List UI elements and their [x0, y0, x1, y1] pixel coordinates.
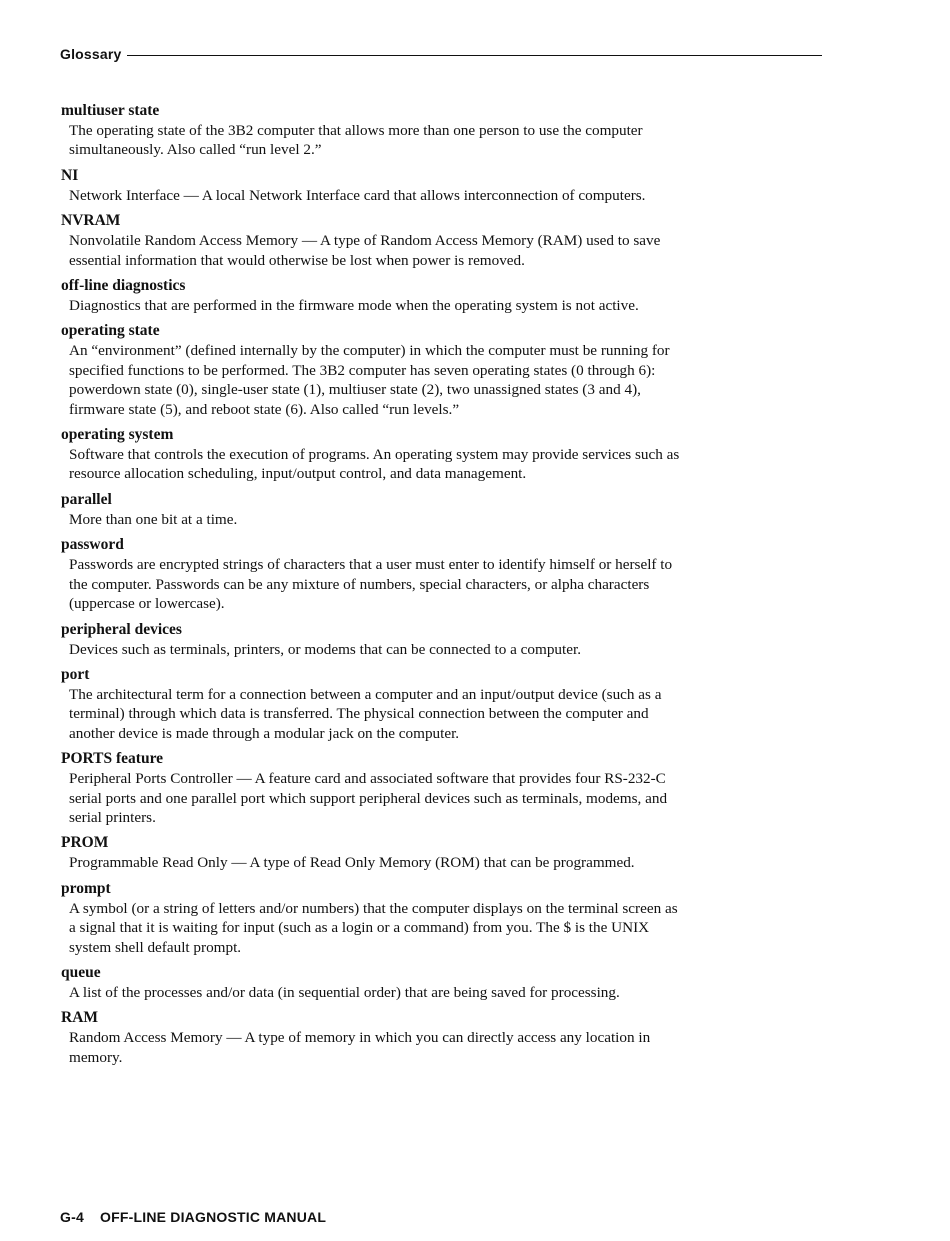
glossary-definition: Devices such as terminals, printers, or modems that can be connected to a computer. — [69, 640, 581, 658]
glossary-term: prompt — [61, 879, 111, 897]
glossary-term: operating system — [61, 426, 174, 444]
glossary-definition: The architectural term for a connection between a computer and an input/output device (such as a terminal) through which data is transferred. The physical connection between the computer and another device is made through a modular jack on the computer. — [69, 685, 662, 742]
glossary-definition: Peripheral Ports Controller — A feature card and associated software that provides four RS-232-C serial ports and one parallel port which support peripheral devices such as terminals, modems, and serial printers. — [69, 770, 668, 826]
glossary-entry — [61, 167, 821, 205]
glossary-term: PROM — [61, 834, 109, 852]
glossary-definition: Diagnostics that are performed in the firmware mode when the operating system is not active. — [69, 297, 639, 315]
glossary-term: parallel — [61, 490, 112, 508]
glossary-definition: A symbol (or a string of letters and/or numbers) that the computer displays on the terminal screen as a signal that it is waiting for input (such as a login or a command) from you. The $ is the UNIX system shell default prompt. — [69, 899, 678, 956]
glossary-term: PORTS feature — [61, 750, 164, 768]
manual-title: OFF-LINE DIAGNOSTIC MANUAL — [100, 1209, 327, 1225]
glossary-definition: More than one bit at a time. — [69, 510, 238, 528]
glossary-term: NI — [61, 166, 79, 184]
glossary-list — [61, 102, 821, 1074]
glossary-entry — [61, 834, 821, 872]
glossary-term: NVRAM — [61, 212, 121, 230]
glossary-definition: Random Access Memory — A type of memory in which you can directly access any location in memory. — [69, 1029, 651, 1066]
glossary-term: password — [61, 536, 124, 554]
glossary-term: operating state — [61, 322, 160, 340]
glossary-term: queue — [61, 963, 101, 981]
glossary-term: RAM — [61, 1009, 99, 1027]
header-rule — [127, 55, 822, 56]
glossary-entry — [61, 964, 821, 1002]
glossary-entry — [61, 277, 821, 315]
glossary-entry — [61, 621, 821, 659]
glossary-entry — [61, 880, 821, 957]
glossary-term: off-line diagnostics — [61, 277, 186, 295]
glossary-definition: A list of the processes and/or data (in sequential order) that are being saved for processing. — [69, 983, 620, 1001]
glossary-definition: Passwords are encrypted strings of characters that a user must enter to identify himself or herself to the computer. Passwords can be any mixture of numbers, special characters, or alpha characters (uppercase or lowercase). — [69, 556, 673, 613]
glossary-term: multiuser state — [61, 102, 160, 119]
glossary-term: port — [61, 665, 90, 683]
glossary-entry — [61, 1009, 821, 1067]
glossary-definition: The operating state of the 3B2 computer that allows more than one person to use the computer simultaneously. Also called “run level 2.” — [69, 122, 643, 159]
glossary-entry — [61, 322, 821, 419]
page-number: G-4 — [60, 1209, 84, 1225]
glossary-definition: Programmable Read Only — A type of Read Only Memory (ROM) that can be programmed. — [69, 854, 635, 872]
page-footer — [60, 1209, 326, 1225]
glossary-definition: Network Interface — A local Network Interface card that allows interconnection of computers. — [69, 186, 646, 204]
glossary-term: peripheral devices — [61, 620, 182, 638]
glossary-entry — [61, 666, 821, 743]
glossary-entry — [61, 491, 821, 529]
glossary-definition: Software that controls the execution of programs. An operating system may provide services such as resource allocation scheduling, input/output control, and data management. — [69, 446, 680, 483]
glossary-definition: An “environment” (defined internally by the computer) in which the computer must be running for specified functions to be performed. The 3B2 computer has seven operating states (0 through 6): powerdown state (0), single-user state (1), multiuser state (2), two unassigned states (3 and 4), firmware state (5), and reboot state (6). Also called “run levels.” — [69, 342, 670, 418]
glossary-entry — [61, 536, 821, 613]
glossary-entry — [61, 212, 821, 270]
glossary-entry — [61, 102, 821, 160]
section-title: Glossary — [60, 46, 122, 62]
glossary-entry — [61, 750, 821, 827]
glossary-definition: Nonvolatile Random Access Memory — A type of Random Access Memory (RAM) used to save essential information that would otherwise be lost when power is removed. — [69, 232, 661, 269]
glossary-entry — [61, 426, 821, 484]
page-header — [60, 46, 822, 62]
